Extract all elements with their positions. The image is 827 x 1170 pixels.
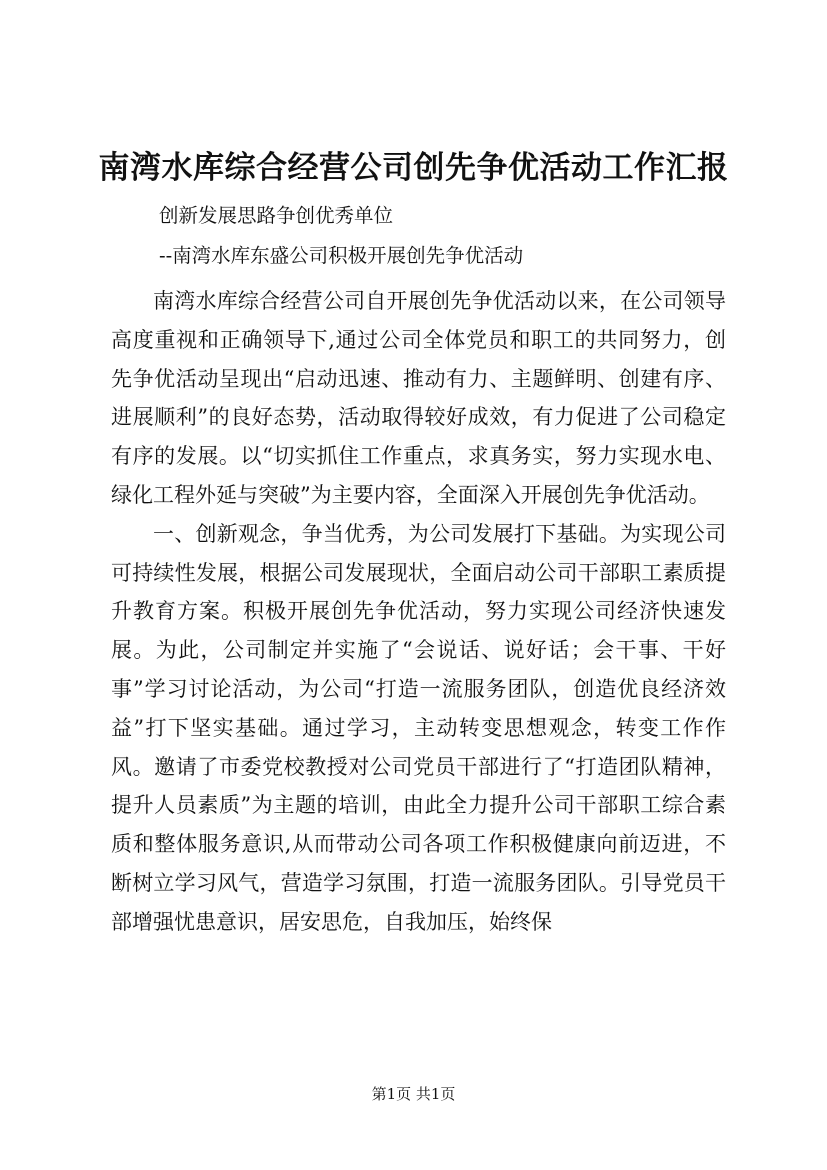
page-footer: 第1页 共1页 [371, 1085, 456, 1103]
document-subtitle: 创新发展思路争创优秀单位 [159, 204, 394, 227]
paragraph-section-1: 一、创新观念，争当优秀，为公司发展打下基础。为实现公司可持续性发展，根据公司发展现状，全面启动公司干部职工素质提升教育方案。积极开展创先争优活动，努力实现公司经济快速发展。为此，公司制定并实施了“会说话、说好话；会干事、干好事”学习讨论活动，为公司“打造一流服务团队，创造优良经济效益”打下坚实基础。通过学习，主动转变思想观念，转变工作作风。邀请了市委党校教授对公司党员干部进行了“打造团队精神，提升人员素质”为主题的培训，由此全力提升公司干部职工综合素质和整体服务意识,从而带动公司各项工作积极健康向前迈进，不断树立学习风气，营造学习氛围，打造一流服务团队。引导党员干部增强忧患意识，居安思危，自我加压，始终保 [111, 521, 726, 934]
document-body [111, 282, 726, 942]
document-title: 南湾水库综合经营公司创先争优活动工作汇报 [98, 150, 729, 186]
paragraph-intro: 南湾水库综合经营公司自开展创先争优活动以来，在公司领导高度重视和正确领导下,通过公司全体党员和职工的共同努力，创先争优活动呈现出“启动迅速、推动有力、主题鲜明、创建有序、进展顺利”的良好态势，活动取得较好成效，有力促进了公司稳定有序的发展。以“切实抓住工作重点，求真务实，努力实现水电、绿化工程外延与突破”为主要内容，全面深入开展创先争优活动。 [111, 289, 726, 507]
document-subtitle-secondary: --南湾水库东盛公司积极开展创先争优活动 [159, 244, 524, 267]
